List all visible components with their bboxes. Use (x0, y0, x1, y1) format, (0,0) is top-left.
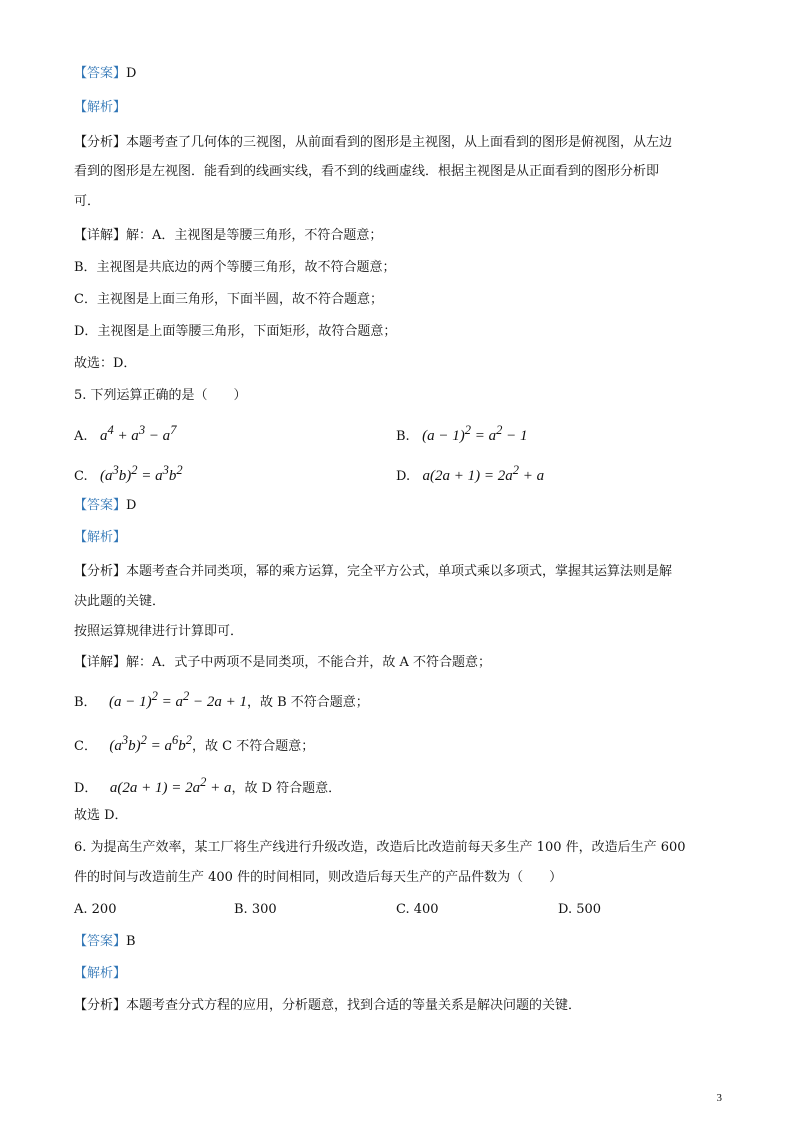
q6-jiexi-tag: 【解析】 (74, 966, 127, 981)
q6-answer: B (126, 934, 136, 949)
q4-line-d: D．主视图是上面等腰三角形，下面矩形，故符合题意； (74, 324, 397, 339)
q5-option-b-formula: $(a - 1)^2 = a^2 - 1$ (422, 423, 528, 444)
q5-fenxi-l3: 按照运算规律进行计算即可． (74, 624, 244, 639)
q5-fenxi-l1: 【分析】本题考查合并同类项，幂的乘方运算，完全平方公式，单项式乘以多项式，掌握其运算法则是解 (74, 564, 673, 579)
q5-option-a-formula: $a^4 + a^3 - a^7$ (99, 423, 177, 444)
q5-detail-b-formula: $(a - 1)^2 = a^2 - 2a + 1$ (108, 689, 247, 710)
answer-tag: 【答案】 (74, 66, 127, 81)
fenxi-tag: 【分析】 (74, 135, 127, 150)
q6-fenxi: 【分析】本题考查分式方程的应用，分析题意，找到合适的等量关系是解决问题的关键． (74, 998, 582, 1013)
q5-option-d-formula: $a(2a + 1) = 2a^2 + a$ (422, 463, 545, 484)
q5-conclusion: 故选 D． (74, 808, 128, 823)
q6-option-b: B. 300 (234, 902, 277, 917)
q5-detail-c: C． $(a^3b)^2 = a^6b^2$，故 C 不符合题意； (74, 733, 315, 754)
q5-detail-c-formula: $(a^3b)^2 = a^6b^2$ (109, 733, 192, 754)
q4-fenxi-l3: 可． (74, 194, 101, 209)
q5-option-a: A. $a^4 + a^3 - a^7$ (74, 423, 177, 444)
q5-stem: 5. 下列运算正确的是（ ） (74, 388, 247, 403)
q5-option-d: D. $a(2a + 1) = 2a^2 + a$ (396, 463, 545, 484)
q4-line-c: C．主视图是上面三角形，下面半圆，故不符合题意； (74, 292, 383, 307)
q5-option-b: B. $(a - 1)^2 = a^2 - 1$ (396, 423, 528, 444)
q4-xiangjie-l1: 【详解】解：A．主视图是等腰三角形，不符合题意； (74, 228, 383, 243)
q4-answer: D (126, 66, 137, 81)
q4-fenxi-l2: 看到的图形是左视图．能看到的线画实线，看不到的线画虚线．根据主视图是从正面看到的图形分析即 (74, 164, 660, 179)
q4-jiexi-tag: 【解析】 (74, 100, 127, 115)
q4-answer-line (74, 64, 136, 84)
q5-fenxi-l2: 决此题的关键． (74, 594, 166, 609)
q5-answer: D (126, 498, 137, 513)
q5-xiangjie-l1: 【详解】解：A．式子中两项不是同类项，不能合并，故 A 不符合题意； (74, 655, 492, 670)
q6-stem-l2: 件的时间与改造前生产 400 件的时间相同，则改造后每天生产的产品件数为（ ） (74, 870, 563, 885)
q4-line-b: B．主视图是共底边的两个等腰三角形，故不符合题意； (74, 260, 396, 275)
q4-conclusion: 故选：D． (74, 356, 137, 371)
q5-answer-line: 【答案】D (74, 498, 137, 513)
q6-option-c: C. 400 (396, 902, 439, 917)
q4-fenxi-l1: 【分析】本题考查了几何体的三视图，从前面看到的图形是主视图，从上面看到的图形是俯视图，从左边 (74, 135, 673, 150)
page-number: 3 (716, 1092, 722, 1104)
q6-option-d: D. 500 (558, 902, 602, 917)
q5-detail-d-formula: $a(2a + 1) = 2a^2 + a$ (109, 775, 232, 796)
q6-stem-l1: 6. 为提高生产效率，某工厂将生产线进行升级改造，改造后比改造前每天多生产 100 件，改造后生产 600 (74, 840, 686, 855)
q5-option-c: C. $(a^3b)^2 = a^3b^2$ (74, 463, 183, 484)
q5-option-c-formula: $(a^3b)^2 = a^3b^2$ (100, 463, 183, 484)
q6-answer-line: 【答案】B (74, 934, 136, 949)
q5-detail-d: D． $a(2a + 1) = 2a^2 + a$，故 D 符合题意． (74, 775, 342, 796)
xiangjie-tag: 【详解】 (74, 228, 127, 243)
q5-jiexi-tag: 【解析】 (74, 530, 127, 545)
q6-option-a: A. 200 (74, 902, 117, 917)
q5-detail-b: B． $(a - 1)^2 = a^2 - 2a + 1$，故 B 不符合题意； (74, 689, 369, 710)
